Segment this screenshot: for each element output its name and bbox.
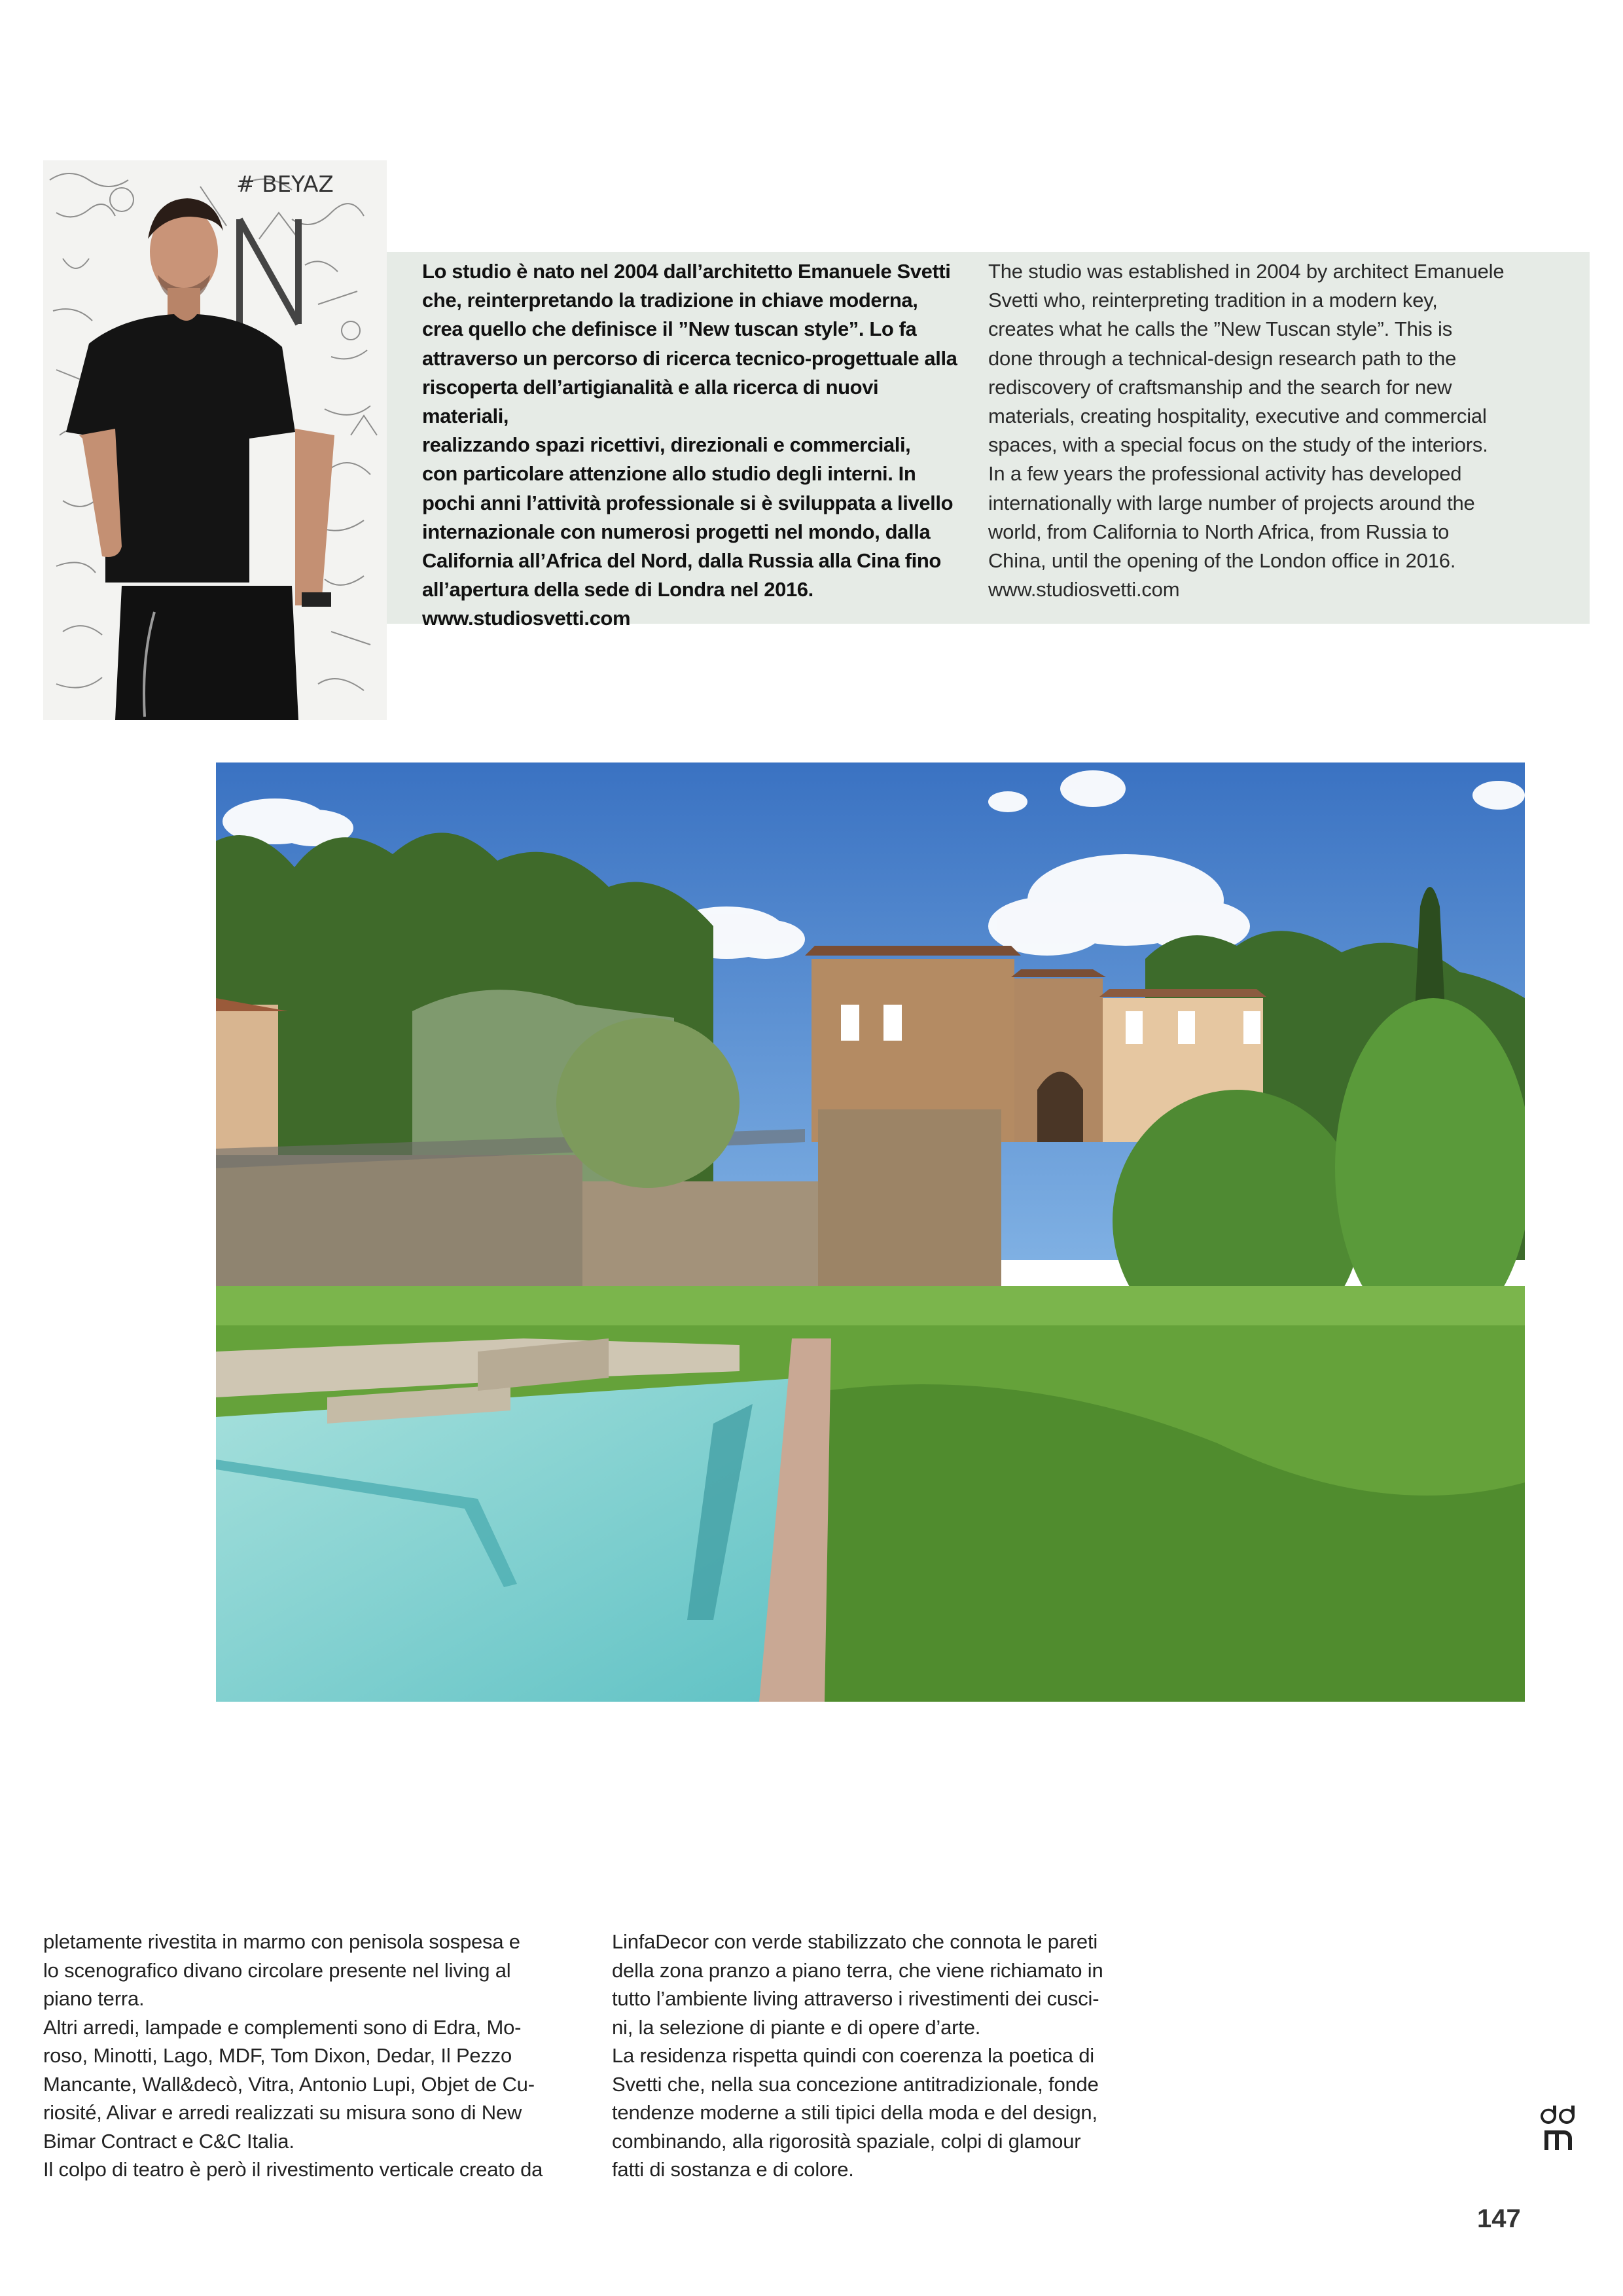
bio-english <box>988 257 1544 604</box>
bio-italian-line: Lo studio è nato nel 2004 dall’architetto Emanuele Svetti <box>422 260 951 283</box>
bio-italian-line: internazionale con numerosi progetti nel mondo, dalla <box>422 520 931 543</box>
bio-english-line: world, from California to North Africa, from Russia to <box>988 520 1450 543</box>
bio-italian-line: all’apertura della sede di Londra nel 2016. <box>422 578 813 601</box>
body-line: tendenze moderne a stili tipici della moda e del design, <box>612 2101 1097 2124</box>
portrait-wall-text: # BEYAZ <box>236 171 334 198</box>
body-line: Il colpo di teatro è però il rivestimento verticale creato da <box>43 2158 543 2181</box>
bio-english-website-link[interactable]: www.studiosvetti.com <box>988 578 1180 601</box>
body-line: La residenza rispetta quindi con coerenza la poetica di <box>612 2044 1094 2067</box>
bio-italian-line: attraverso un percorso di ricerca tecnico-progettuale alla <box>422 346 957 370</box>
bio-italian-line: con particolare attenzione allo studio degli interni. In <box>422 462 916 486</box>
bio-english-line: creates what he calls the ”New Tuscan style”. This is <box>988 317 1452 341</box>
bio-english-line: internationally with large number of projects around the <box>988 491 1475 514</box>
bio-italian-line: pochi anni l’attività professionale si è sviluppata a livello <box>422 491 954 514</box>
body-line: Svetti che, nella sua concezione antitradizionale, fonde <box>612 2072 1099 2096</box>
bio-italian-line: che, reinterpretando la tradizione in chiave moderna, <box>422 289 918 312</box>
body-text-right-column <box>612 1928 1155 2184</box>
page-number: 147 <box>1477 2204 1521 2233</box>
magazine-logo-icon <box>1538 2104 1580 2151</box>
body-line: roso, Minotti, Lago, MDF, Tom Dixon, Dedar, Il Pezzo <box>43 2044 512 2067</box>
bio-english-line: China, until the opening of the London office in 2016. <box>988 549 1456 573</box>
body-line: LinfaDecor con verde stabilizzato che connota le pareti <box>612 1930 1098 1953</box>
body-text-left-column <box>43 1928 586 2184</box>
bio-english-line: materials, creating hospitality, executive and commercial <box>988 404 1487 428</box>
body-line: Bimar Contract e C&C Italia. <box>43 2129 294 2153</box>
bio-english-line: done through a technical-design research path to the <box>988 346 1457 370</box>
bio-italian-line: California all’Africa del Nord, dalla Russia alla Cina fino <box>422 549 941 573</box>
bio-english-line: rediscovery of craftsmanship and the search for new <box>988 375 1452 399</box>
body-line: fatti di sostanza e di colore. <box>612 2158 854 2181</box>
portrait-image <box>43 160 387 720</box>
body-line: lo scenografico divano circolare presente nel living al <box>43 1958 511 1982</box>
bio-italian-line: realizzando spazi ricettivi, direzionali e commerciali, <box>422 433 911 457</box>
bio-italian-website-link[interactable]: www.studiosvetti.com <box>422 607 631 630</box>
bio-italian <box>422 257 959 634</box>
body-line: piano terra. <box>43 1987 145 2010</box>
body-line: pletamente rivestita in marmo con penisola sospesa e <box>43 1930 520 1953</box>
villa-pool-image <box>216 762 1525 1702</box>
bio-english-line: spaces, with a special focus on the study of the interiors. <box>988 433 1488 457</box>
villa-photo <box>216 762 1525 1702</box>
bio-english-line: Svetti who, reinterpreting tradition in a modern key, <box>988 289 1438 312</box>
body-line: ni, la selezione di piante e di opere d’arte. <box>612 2015 981 2039</box>
body-line: combinando, alla rigorosità spaziale, colpi di glamour <box>612 2129 1081 2153</box>
body-line: riosité, Alivar e arredi realizzati su misura sono di New <box>43 2101 522 2124</box>
body-line: della zona pranzo a piano terra, che viene richiamato in <box>612 1958 1103 1982</box>
bio-english-line: In a few years the professional activity has developed <box>988 462 1462 486</box>
bio-english-line: The studio was established in 2004 by architect Emanuele <box>988 260 1505 283</box>
architect-portrait <box>43 160 387 720</box>
bio-italian-line: riscoperta dell’artigianalità e alla ricerca di nuovi materiali, <box>422 375 879 428</box>
body-line: Mancante, Wall&decò, Vitra, Antonio Lupi, Objet de Cu- <box>43 2072 535 2096</box>
bio-italian-line: crea quello che definisce il ”New tuscan style”. Lo fa <box>422 317 917 341</box>
body-line: Altri arredi, lampade e complementi sono di Edra, Mo- <box>43 2015 522 2039</box>
body-line: tutto l’ambiente living attraverso i rivestimenti dei cusci- <box>612 1987 1099 2010</box>
